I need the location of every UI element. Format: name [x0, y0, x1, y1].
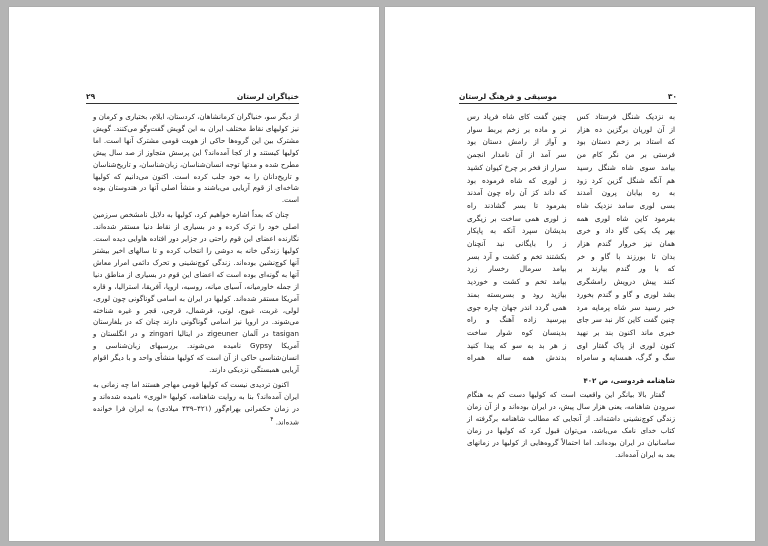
verse-line: به ره بیابان پرون آمدند — [576, 188, 675, 198]
verse-line: کنند پیش درویش رامشگری — [576, 277, 675, 287]
verse-line: که با ور گندم بیارند بر — [576, 264, 675, 274]
verse-line: همان نیز خروار گندم هزار — [576, 239, 675, 249]
verse-line: بشد لوری و گاو و گندم بخورد — [576, 289, 675, 299]
verse-line: بدندش همه ساله همراه — [467, 353, 567, 363]
paragraph: چنان که بعداً اشاره خواهیم کرد، کولیها به دلایل نامشخص سرزمین اصلی خود را ترک کرده و در بسیاری از نقاط دنیا مستقر شده‌اند. نگارنده اعضای این قوم راحتی در جزایر دور افتاده هاوایی دیده است. کولیها زندگی خانه به دوشی را انتخاب کرده و تا سالهای اخیر بیشتر آنها کوچ‌نشین بوده‌اند. زندگی کوچ‌نشینی و تحرک دائمی امرار معاش آنها به گونه‌ای بوده است که اعضای این قوم در بسیاری از مناطق دنیا از جمله خاورمیانه، آسیای میانه، روسیه، اروپا، آفریقا، استرالیا، و قاره آمریکا مستقر شده‌اند. کولیها در ایران به اسامی گوناگونی چون لوری، لولی، غربت، غیوج، لوتی، قرشمال، قرجی، قجر و غیره شناخته می‌شوند. در اروپا نیز اسامی گوناگونی دارند چنان که در بلغارستان tasigan در آلمان zigeuner در ایتالیا zingari و در انگلستان و آمریکا Gypsy نامیده می‌شوند. بررسیهای زبان‌شناسی و انسان‌شناسی حاکی از آن است که کولیها منشأی واحد و با دیگر اقوام آریایی همبستگی نزدیکی دارند. — [93, 210, 299, 375]
verse-line: کنون لوری از پاک گفتار اوی — [576, 340, 675, 350]
verse-line: هم آنگه شنگل گزین کرد زود — [576, 175, 675, 185]
header-rule — [459, 103, 677, 104]
verse-line: بدینسان کوه شوار ساخت — [467, 327, 567, 337]
verse-line: که داند کز آن راه چون آمدند — [467, 188, 567, 198]
verse-line: از آن لوریان برگزین ده هزار — [576, 124, 675, 134]
verse-line: سگ و گرگ، همسایه و سامراه — [576, 353, 675, 363]
poem-column-right — [577, 111, 675, 365]
poem — [467, 111, 675, 365]
running-title: موسیقی و فرهنگ لرستان — [459, 92, 557, 101]
paragraph: گفتار بالا بیانگر این واقعیت است که کولیها دست کم به هنگام سرودن شاهنامه، یعنی هزار سال پیش، در ایران بوده‌اند و از آن زمان زندگی کوچ‌نشینی داشته‌اند. از آنجایی که مطالب شاهنامه برگرفته از کتاب خدای نامک می‌باشد، می‌توان قبول کرد که کولیها در زمان ساسانیان در ایران بوده‌اند. اما احتمالاً گروه‌هایی از کولیها در زمانهای بعد به ایران آمده‌اند. — [467, 390, 675, 459]
verse-line: بدیشان سپرد آنکه به پایکار — [467, 226, 567, 236]
footnote-marker: ۴ — [270, 416, 274, 423]
paragraph: از دیگر سو، خنیاگران کرمانشاهان، کردستان، ایلام، بختیاری و کرمان و نیز کولیهای نقاط مختلف ایران به این گویش گفت‌وگو می‌کنند. گویش مشترک بین این گروه‌ها حاکی از هویت قومی مشترک آنها است. اما کولیها کیستند و از کجا آمده‌اند؟ این پرسش متجاوز از صد سال پیش مطرح شده و مدتها توجه انسان‌شناسان، زبان‌شناسان، و تاریخ‌شناسان و تاریخ‌دانان را به خود جلب کرده است. اکنون می‌دانیم که کولیها شاخه‌ای از قوم آریایی می‌باشند و منشأ اصلی آنها در هندوستان بوده است. — [93, 112, 299, 205]
left-page — [9, 7, 379, 541]
verse-line: سر آمد از آن نامدار انجمن — [467, 150, 567, 160]
verse-line: خبری ماند اکنون بند بر نهید — [576, 327, 675, 337]
verse-line: خبر رسید سر شاه پرمایه مرد — [576, 302, 675, 312]
page-header — [459, 87, 677, 101]
verse-line: و آواز از رامش دستان بود — [467, 137, 567, 147]
verse-line: نر و ماده بر زخم بربط سوار — [467, 124, 567, 134]
page-number: ۳۰ — [667, 92, 677, 101]
verse-line: ز را بایگانی نبد آنچنان — [467, 239, 567, 249]
verse-line: بکشتند تخم و کشت و آرد بسر — [467, 251, 567, 261]
verse-line: بهر یک یکی گاو داد و خری — [576, 226, 675, 236]
verse-line: بپرسید زاده آهنگ و راه — [467, 315, 567, 325]
verse-line: ز لوری که شاه فرموده بود — [467, 175, 567, 185]
poem-citation: شاهنامه فردوسی، ص ۴۰۲ — [583, 377, 675, 385]
verse-line: فرستی بر من نگر کام من — [576, 150, 675, 160]
verse-line: ز هر بد به سو که پیدا کنید — [467, 340, 567, 350]
verse-line: بیازید رود و بسربسته بمند — [467, 289, 567, 299]
paragraph: اکنون تردیدی نیست که کولیها قومی مهاجر هستند اما چه زمانی به ایران آمده‌اند؟ بنا به روایت شاهنامه، کولیها «لوری» نامیده شده‌اند و در زمان حکمرانی بهرام‌گور (۴۲۱–۴۳۹ میلادی) به ایران فرا خوانده شده‌اند. $^۴$ — [93, 379, 299, 427]
verse-line: که استاد بر زخم دستان بود — [576, 137, 675, 147]
verse-line: سرار از فخر بر چرخ کیوان کشید — [467, 162, 567, 172]
poem-column-left — [467, 111, 567, 365]
verse-line: بفرمود کاین شاه لوری همه — [576, 213, 675, 223]
verse-line: ز لوری همی ساخت بر زیگری — [467, 213, 567, 223]
verse-line: چنین گفت کاین کار نبد سر جای — [576, 315, 675, 325]
body-text — [467, 389, 675, 460]
verse-line: بیامد سرمال رخسار زرد — [467, 264, 567, 274]
header-rule — [86, 103, 299, 104]
page-number: ۲۹ — [86, 92, 96, 101]
verse-line: بیامد تخم و کشت و خوردید — [467, 277, 567, 287]
page-header — [86, 87, 299, 101]
verse-line: به نزدیک شنگل فرستاد کس — [576, 112, 675, 121]
verse-line: بدان تا بورزند با گاو و خر — [576, 251, 675, 261]
verse-line: چنین گفت کای شاه فریاد رس — [467, 112, 567, 121]
running-title: خنیاگران لرستان — [236, 92, 299, 101]
verse-line: بسی لوری سامد نزدیک شاه — [576, 200, 675, 210]
body-text — [93, 111, 299, 431]
verse-line: بفرمود تا بسر گشادند راه — [467, 200, 567, 210]
right-page — [385, 7, 755, 541]
verse-line: همی گردد اندر جهان چاره جوی — [467, 302, 567, 312]
verse-line: بیامد سوی شاه شنگل رسید — [576, 162, 675, 172]
